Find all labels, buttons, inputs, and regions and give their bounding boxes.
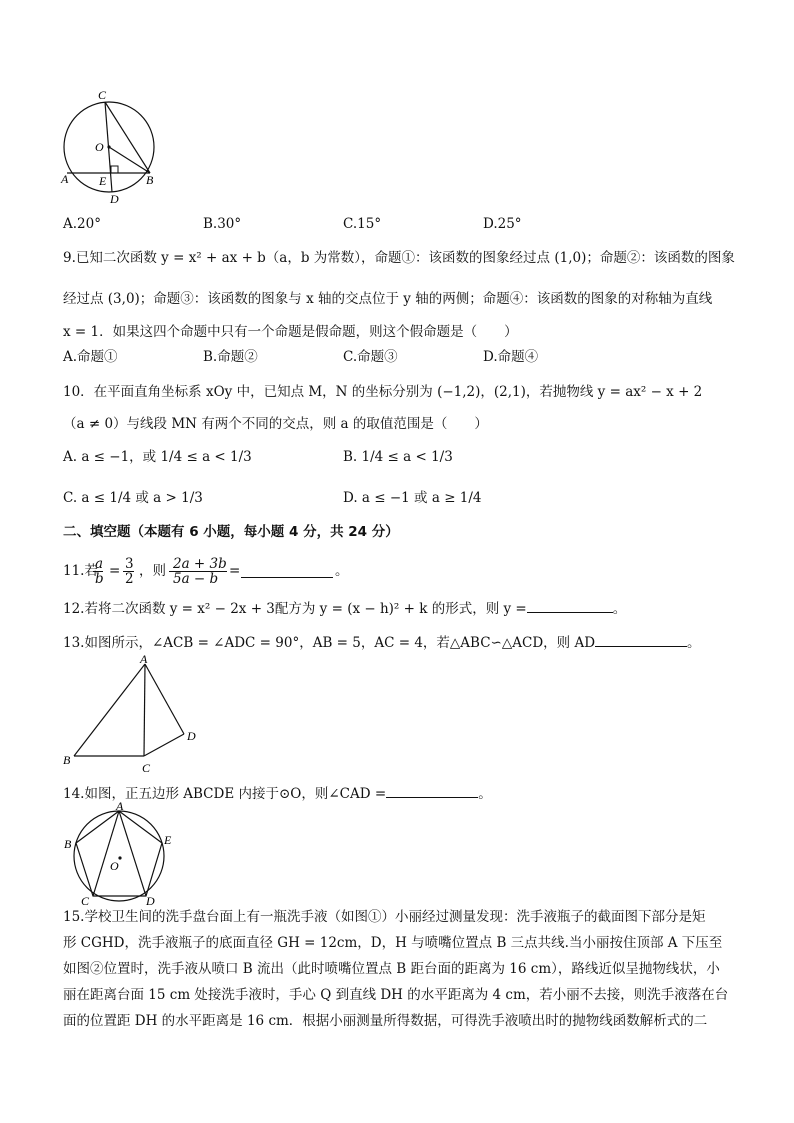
label-a: A — [116, 800, 124, 813]
q8-option-b: B.30° — [203, 216, 242, 232]
segment-cd — [144, 734, 184, 756]
q9-option-b: B.命题② — [203, 349, 258, 365]
q15-line5: 面的位置距 DH 的水平距离是 16 cm．根据小丽测量所得数据，可得洗手液喷出时的抛物线函数解析式的二 — [63, 1013, 708, 1029]
q9-option-a: A.命题① — [63, 349, 118, 365]
q11-mid: ，则 — [139, 563, 166, 579]
label-o: O — [110, 859, 119, 873]
q11-answer-blank[interactable] — [241, 564, 333, 578]
label-c: C — [98, 88, 107, 102]
q13-end: 。 — [687, 635, 701, 651]
q12-end: 。 — [612, 601, 627, 617]
label-a: A — [61, 172, 69, 186]
q13-text: 13.如图所示，∠ACB = ∠ADC = 90°，AB = 5，AC = 4，若△ABC∽△ACD，则 AD — [63, 635, 596, 651]
q12-text: 12.若将二次函数 y = x² − 2x + 3配方为 y = (x − h)² + k 的形式，则 y = — [63, 601, 527, 617]
q15-line3: 如图②位置时，洗手液从喷口 B 流出（此时喷嘴位置点 B 距台面的距离为 16 cm），路线近似呈抛物线状，小 — [63, 961, 720, 977]
q15-line4: 丽在距离台面 15 cm 处接洗手液时，手心 Q 到直线 DH 的水平距离为 4 cm，若小丽不去接，则洗手液落在台 — [63, 987, 729, 1003]
q11-eq1: = — [109, 563, 121, 579]
right-angle-mark — [111, 166, 118, 173]
q11-end: 。 — [335, 563, 349, 579]
q8-circle-figure — [58, 88, 168, 208]
q14-answer-blank[interactable] — [386, 785, 478, 798]
q9-line3: x = 1．如果这四个命题中只有一个命题是假命题，则这个假命题是（ ） — [63, 324, 518, 340]
label-c: C — [81, 894, 90, 908]
q10-line1: 10．在平面直角坐标系 xOy 中，已知点 M，N 的坐标分别为 (−1,2)，(2,1)，若抛物线 y = ax² − x + 2 — [63, 384, 703, 400]
segment-ac — [144, 664, 145, 756]
q11-denominator: 5a − b — [173, 571, 219, 587]
q10-line2: （a ≠ 0）与线段 MN 有两个不同的交点，则 a 的取值范围是（ ） — [63, 416, 488, 432]
q11-den-2: 2 — [125, 571, 134, 587]
label-b: B — [64, 837, 72, 851]
q8-option-d: D.25° — [483, 216, 522, 232]
q14-pentagon-figure — [60, 800, 180, 908]
segment-ad — [145, 664, 184, 734]
q14-end: 。 — [478, 786, 492, 802]
label-a: A — [140, 652, 148, 666]
q9-line1: 9.已知二次函数 y = x² + ax + b（a，b 为常数），命题①：该函数的图象经过点 (1,0)；命题②：该函数的图象 — [63, 250, 735, 266]
section-heading-fill-in: 二、填空题（本题有 6 小题，每小题 4 分，共 24 分） — [63, 524, 399, 540]
q9-line2: 经过点 (3,0)；命题③：该函数的图象与 x 轴的交点位于 y 轴的两侧；命题④：该函数的图象的对称轴为直线 — [63, 291, 713, 307]
label-d: D — [146, 894, 155, 908]
q9-option-c: C.命题③ — [343, 349, 398, 365]
q13-line — [63, 634, 701, 651]
q13-triangle-figure — [60, 652, 210, 777]
segment-cb — [105, 102, 150, 173]
label-d: D — [110, 192, 119, 206]
q10-option-a: A. a ≤ −1，或 1/4 ≤ a < 1/3 — [63, 449, 252, 465]
q11-numerator: 2a + 3b — [173, 556, 227, 572]
q10-option-c: C. a ≤ 1/4 或 a > 1/3 — [63, 490, 203, 506]
q11-frac-b: b — [95, 571, 104, 587]
label-c: C — [142, 761, 151, 775]
q10-option-d: D. a ≤ −1 或 a ≥ 1/4 — [343, 490, 482, 506]
q11-eq2: = — [229, 563, 241, 579]
pentagon-abcde — [76, 811, 162, 896]
q15-line1: 15.学校卫生间的洗手盘台面上有一瓶洗手液（如图①）小丽经过测量发现：洗手液瓶子的截面图下部分是矩 — [63, 909, 706, 925]
q14-text: 14.如图，正五边形 ABCDE 内接于⊙O，则∠CAD = — [63, 786, 387, 802]
label-e: E — [99, 174, 107, 188]
q11-num-3: 3 — [125, 556, 134, 572]
q8-option-c: C.15° — [343, 216, 382, 232]
q12-line — [63, 600, 626, 617]
q11-prefix: 11.若 — [63, 563, 98, 579]
q13-answer-blank[interactable] — [595, 634, 687, 647]
q10-option-b: B. 1/4 ≤ a < 1/3 — [343, 449, 453, 465]
label-b: B — [63, 753, 71, 767]
label-o: O — [95, 140, 104, 154]
q11-frac-a: a — [95, 556, 104, 572]
diagonal-ad — [119, 811, 146, 896]
q12-answer-blank[interactable] — [527, 600, 613, 613]
label-d: D — [187, 729, 196, 743]
label-b: B — [146, 173, 154, 187]
diagonal-ac — [93, 811, 119, 896]
q9-option-d: D.命题④ — [483, 349, 539, 365]
segment-ob — [109, 147, 150, 173]
label-e: E — [164, 833, 172, 847]
q8-option-a: A.20° — [63, 216, 101, 232]
circle-o — [74, 811, 164, 901]
segment-ab — [74, 664, 145, 756]
q15-line2: 形 CGHD，洗手液瓶子的底面直径 GH = 12cm，D，H 与喷嘴位置点 B 三点共线.当小丽按住顶部 A 下压至 — [63, 935, 723, 951]
